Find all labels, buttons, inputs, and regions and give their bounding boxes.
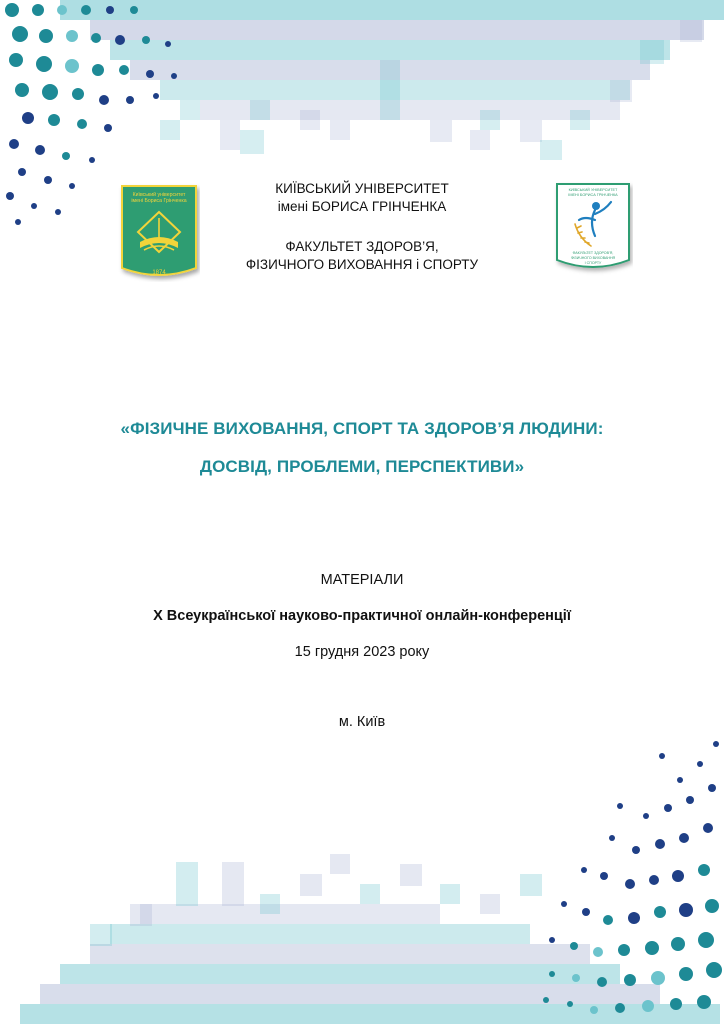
decor-dot (615, 1003, 625, 1013)
decor-dot (581, 867, 587, 873)
decor-block (220, 120, 240, 150)
decor-block (60, 964, 620, 984)
decor-dot (708, 784, 716, 792)
faculty-name-line2: ФІЗИЧНОГО ВИХОВАННЯ і СПОРТУ (245, 257, 479, 272)
svg-text:Київський університет: Київський університет (132, 192, 186, 198)
decor-block (360, 884, 380, 904)
decor-block (160, 120, 180, 140)
university-name-line1: КИЇВСЬКИЙ УНІВЕРСИТЕТ (275, 181, 449, 196)
decor-dot (18, 168, 26, 176)
decor-dot (609, 835, 615, 841)
decor-dot (104, 124, 112, 132)
conference-title (40, 410, 684, 486)
decor-dot (654, 906, 666, 918)
decor-dot (600, 872, 608, 880)
decor-block (40, 984, 660, 1004)
decor-block (640, 40, 664, 64)
decor-block (222, 884, 244, 906)
decor-dot (698, 864, 710, 876)
decor-block (480, 110, 500, 130)
faculty-name-line1: ФАКУЛЬТЕТ ЗДОРОВ’Я, (285, 239, 439, 254)
decor-dot (77, 119, 87, 129)
decor-block (440, 884, 460, 904)
decor-dot (617, 803, 623, 809)
decor-dot (628, 912, 640, 924)
decor-dot (72, 88, 84, 100)
header (0, 180, 724, 290)
decor-dot (645, 941, 659, 955)
decor-block (140, 904, 440, 924)
conference-title-line2: ДОСВІД, ПРОБЛЕМИ, ПЕРСПЕКТИВИ» (199, 457, 525, 476)
decor-dot (35, 145, 45, 155)
decor-dot (679, 833, 689, 843)
decor-dot (36, 56, 52, 72)
decor-block (400, 864, 422, 886)
decor-dot (92, 64, 104, 76)
decor-dot (62, 152, 70, 160)
decor-dot (39, 29, 53, 43)
decor-dot (153, 93, 159, 99)
decor-dot (649, 875, 659, 885)
decor-block (176, 884, 198, 906)
decor-block (260, 894, 280, 914)
decor-block (240, 130, 264, 154)
decor-dot (42, 84, 58, 100)
decor-dot (119, 65, 129, 75)
decor-dot (570, 942, 578, 950)
university-emblem-logo (118, 182, 200, 282)
decor-dot (22, 112, 34, 124)
decor-block (110, 924, 530, 944)
decor-dot (705, 899, 719, 913)
svg-text:ФАКУЛЬТЕТ ЗДОРОВ’Я,: ФАКУЛЬТЕТ ЗДОРОВ’Я, (572, 251, 614, 255)
decor-block (680, 20, 702, 42)
decor-dot (171, 73, 177, 79)
decor-dot (130, 6, 138, 14)
svg-text:імені Бориса Грінченка: імені Бориса Грінченка (131, 198, 187, 204)
decor-dot (142, 36, 150, 44)
decor-block (570, 110, 590, 130)
decor-dot (655, 839, 665, 849)
svg-text:І СПОРТУ: І СПОРТУ (584, 261, 602, 265)
decor-dot (642, 1000, 654, 1012)
svg-text:1874: 1874 (152, 270, 166, 276)
decor-dot (572, 974, 580, 982)
decor-dot (632, 846, 640, 854)
decor-block (90, 924, 112, 946)
decor-dot (65, 59, 79, 73)
decor-dot (99, 95, 109, 105)
decor-dot (561, 901, 567, 907)
decor-block (540, 140, 562, 160)
decor-dot (9, 53, 23, 67)
svg-text:ІМЕНІ БОРИСА ГРІНЧЕНКА: ІМЕНІ БОРИСА ГРІНЧЕНКА (568, 193, 618, 197)
decor-dot (643, 813, 649, 819)
decor-dot (106, 6, 114, 14)
decor-block (330, 120, 350, 140)
decor-block (300, 110, 320, 130)
decor-dot (597, 977, 607, 987)
decor-dot (165, 41, 171, 47)
decor-dot (624, 974, 636, 986)
svg-text:ФІЗИЧНОГО ВИХОВАННЯ: ФІЗИЧНОГО ВИХОВАННЯ (570, 256, 616, 260)
decor-dot (48, 114, 60, 126)
decor-dot (567, 1001, 573, 1007)
decor-block (330, 854, 350, 874)
decor-dot (66, 30, 78, 42)
decor-block (90, 944, 590, 964)
decor-dot (698, 932, 714, 948)
decor-dot (32, 4, 44, 16)
decor-block (610, 80, 632, 102)
decor-dot (697, 761, 703, 767)
decor-block (176, 862, 198, 884)
decor-dot (679, 967, 693, 981)
decor-dot (549, 971, 555, 977)
decor-dot (618, 944, 630, 956)
decor-dot (686, 796, 694, 804)
decor-dot (679, 903, 693, 917)
decor-block (130, 904, 152, 926)
decor-dot (15, 83, 29, 97)
bottom-decoration (0, 724, 724, 1024)
decor-dot (703, 823, 713, 833)
decor-dot (582, 908, 590, 916)
decor-block (180, 100, 200, 120)
svg-text:КИЇВСЬКИЙ УНІВЕРСИТЕТ: КИЇВСЬКИЙ УНІВЕРСИТЕТ (568, 188, 618, 192)
decor-dot (115, 35, 125, 45)
decor-dot (664, 804, 672, 812)
decor-block (470, 130, 490, 150)
decor-block (380, 60, 400, 120)
decor-dot (549, 937, 555, 943)
decor-dot (9, 139, 19, 149)
decor-dot (603, 915, 613, 925)
decor-dot (659, 753, 665, 759)
decor-block (520, 874, 542, 896)
decor-dot (625, 879, 635, 889)
decor-dot (593, 947, 603, 957)
decor-dot (91, 33, 101, 43)
decor-dot (89, 157, 95, 163)
decor-block (90, 20, 704, 40)
decor-dot (672, 870, 684, 882)
decor-dot (713, 741, 719, 747)
decor-dot (671, 937, 685, 951)
materials-block (40, 570, 684, 678)
decor-dot (697, 995, 711, 1009)
decor-block (110, 40, 670, 60)
conference-date: 15 грудня 2023 року (294, 644, 430, 660)
decor-block (20, 1004, 720, 1024)
conference-title-line1: «ФІЗИЧНЕ ВИХОВАННЯ, СПОРТ ТА ЗДОРОВ’Я ЛЮДИНИ: (120, 419, 604, 438)
decor-dot (146, 70, 154, 78)
decor-dot (57, 5, 67, 15)
decor-block (300, 874, 322, 896)
decor-block (430, 120, 452, 142)
materials-label: МАТЕРІАЛИ (320, 572, 404, 588)
decor-block (60, 0, 724, 20)
university-name-line2: імені БОРИСА ГРІНЧЕНКА (277, 199, 447, 214)
decor-dot (706, 962, 722, 978)
decor-dot (670, 998, 682, 1010)
decor-dot (677, 777, 683, 783)
decor-dot (5, 3, 19, 17)
decor-block (250, 100, 270, 120)
decor-dot (651, 971, 665, 985)
decor-dot (81, 5, 91, 15)
decor-dot (543, 997, 549, 1003)
decor-dot (590, 1006, 598, 1014)
header-text (220, 180, 504, 274)
decor-block (520, 120, 542, 142)
faculty-emblem-logo (553, 180, 633, 276)
decor-block (222, 862, 244, 884)
conference-description: X Всеукраїнської науково-практичної онлайн-конференції (153, 608, 571, 624)
city-label: м. Київ (338, 714, 386, 730)
decor-block (480, 894, 500, 914)
decor-dot (126, 96, 134, 104)
decor-dot (12, 26, 28, 42)
